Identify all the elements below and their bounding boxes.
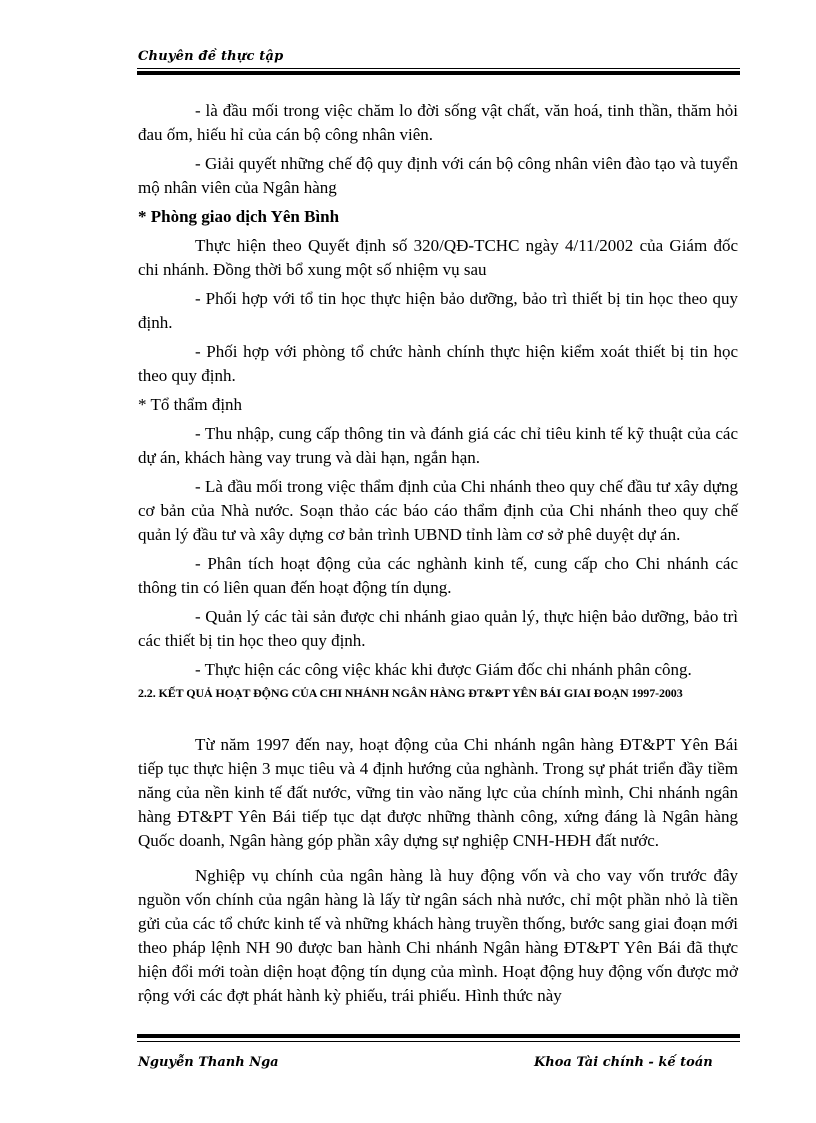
- footer-department: Khoa Tài chính - kế toán: [534, 1055, 713, 1070]
- paragraph: - Thu nhập, cung cấp thông tin và đánh giá các chỉ tiêu kinh tế kỹ thuật của các dự án, khách hàng vay trung và dài hạn, ngắn hạn.: [138, 424, 738, 467]
- paragraph: - Phối hợp với phòng tổ chức hành chính thực hiện kiểm xoát thiết bị tin học theo quy định.: [138, 342, 738, 385]
- body-text: [138, 99, 738, 682]
- subheading-yen-binh: * Phòng giao dịch Yên Bình: [138, 207, 340, 226]
- paragraph: - Quản lý các tài sản được chi nhánh giao quản lý, thực hiện bảo dưỡng, bảo trì các thiết bị tin học theo quy định.: [138, 607, 738, 650]
- section-body-text: [138, 733, 738, 1008]
- footer-rule-thick: [137, 1034, 740, 1038]
- header-rule-thick: [137, 71, 740, 75]
- section-heading: 2.2. KẾT QUẢ HOẠT ĐỘNG CỦA CHI NHÁNH NGÂN HÀNG ĐT&PT YÊN BÁI GIAI ĐOẠN 1997-2003: [138, 686, 683, 700]
- paragraph: - Phối hợp với tổ tin học thực hiện bảo dưỡng, bảo trì thiết bị tin học theo quy định.: [138, 289, 738, 332]
- header-title: Chuyên đề thực tập: [138, 49, 284, 64]
- paragraph: - Giải quyết những chế độ quy định với cán bộ công nhân viên đào tạo và tuyển mộ nhân viên của Ngân hàng: [138, 154, 738, 197]
- paragraph: Thực hiện theo Quyết định số 320/QĐ-TCHC ngày 4/11/2002 của Giám đốc chi nhánh. Đồng thời bổ xung một số nhiệm vụ sau: [138, 236, 738, 279]
- paragraph: Nghiệp vụ chính của ngân hàng là huy động vốn và cho vay vốn trước đây nguồn vốn chính của ngân hàng là lấy từ ngân sách nhà nước, chỉ một phần nhỏ là tiền gửi của các tổ chức kinh tế và những khách hàng truyền thống, bước sang giai đoạn mới theo pháp lệnh NH 90 được ban hành Chi nhánh Ngân hàng ĐT&PT Yên Bái đã thực hiện đổi mới toàn diện hoạt động tín dụng của mình. Hoạt động huy động vốn được mở rộng với các đợt phát hành kỳ phiếu, trái phiếu. Hình thức này: [138, 866, 738, 1005]
- footer-rule-thin: [137, 1041, 740, 1042]
- paragraph: Từ năm 1997 đến nay, hoạt động của Chi nhánh ngân hàng ĐT&PT Yên Bái tiếp tục thực hiện 3 mục tiêu và 4 định hướng của nghành. Trong sự phát triển đầy tiềm năng của nền kinh tế đất nước, vững tin vào năng lực của chính mình, Chi nhánh ngân hàng ĐT&PT Yên Bái tiếp tục dạt được những thành công, xứng đáng là Ngân hàng Quốc doanh, Ngân hàng góp phần xây dựng sự nghiệp CNH-HĐH đất nước.: [138, 735, 738, 850]
- paragraph: - Phân tích hoạt động của các nghành kinh tế, cung cấp cho Chi nhánh các thông tin có liên quan đến hoạt động tín dụng.: [138, 554, 738, 597]
- footer-author: Nguyễn Thanh Nga: [138, 1055, 279, 1070]
- header-rule-thin: [137, 68, 740, 69]
- paragraph: - Là đầu mối trong việc thẩm định của Chi nhánh theo quy chế đầu tư xây dựng cơ bản của Nhà nước. Soạn thảo các báo cáo thẩm định của Chi nhánh theo quy chế quản lý đầu tư và xây dựng cơ bản trình UBND tỉnh làm cơ sở phê duyệt dự án.: [138, 477, 738, 544]
- paragraph: - là đầu mối trong việc chăm lo đời sống vật chất, văn hoá, tinh thần, thăm hỏi đau ốm, hiếu hỉ của cán bộ công nhân viên.: [138, 101, 738, 144]
- subheading-to-tham-dinh: * Tổ thẩm định: [138, 395, 243, 414]
- paragraph: - Thực hiện các công việc khác khi được Giám đốc chi nhánh phân công.: [195, 660, 692, 679]
